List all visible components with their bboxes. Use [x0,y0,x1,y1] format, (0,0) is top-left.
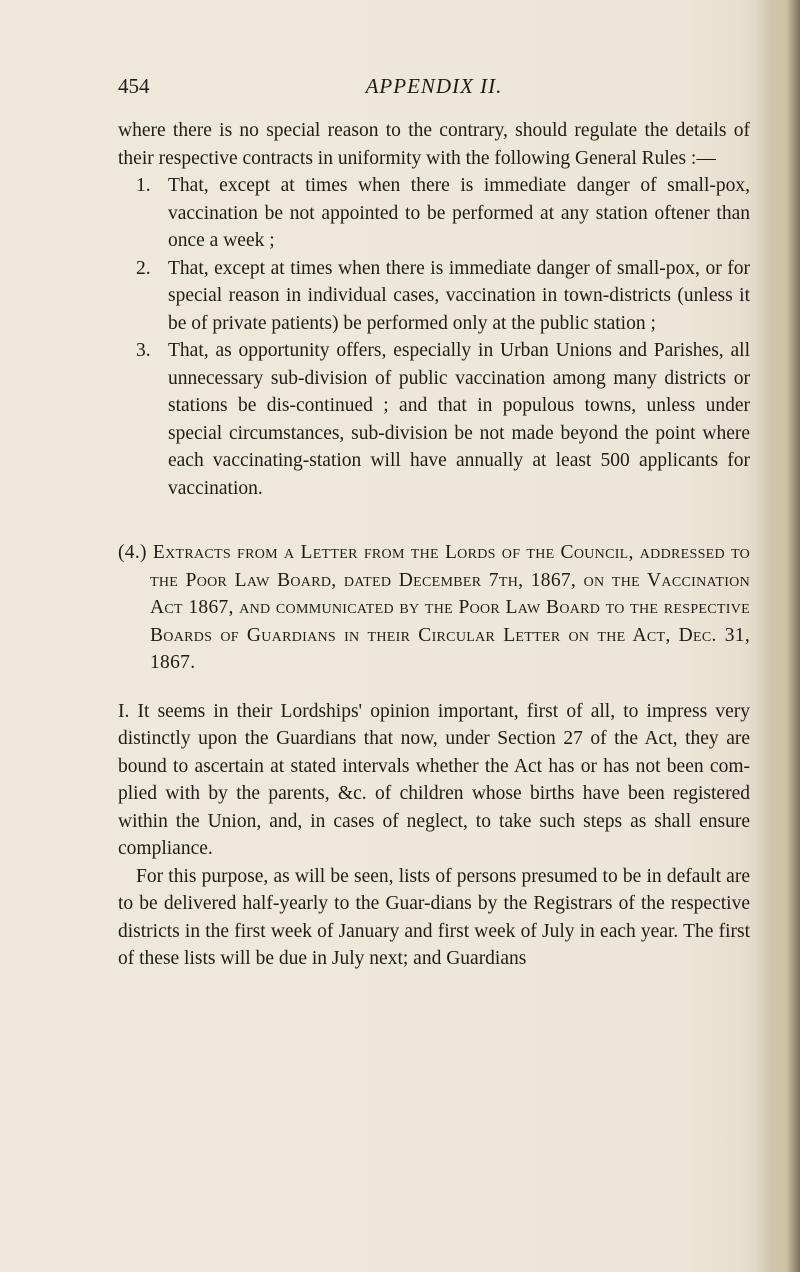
rule-item-3 [118,337,750,502]
rule-text: That, as opportunity offers, especially in Urban Unions and Parishes, all unnecessary sub-division of public vaccination among many districts or stations be dis-continued ; and that in populous towns, unless under special circumstances, sub-division be not made beyond the point where each vaccinating-station will have annually at least 500 applicants for vaccination. [168,340,750,499]
body-text [118,117,750,973]
page-number: 454 [118,74,150,98]
running-head: APPENDIX II. [365,74,503,98]
rule-text: That, except at times when there is immediate danger of small-pox, vaccination be not appointed to be performed at any station oftener than once a week ; [168,175,750,251]
intro-paragraph: where there is no special reason to the contrary, should regulate the details of their respective contracts in uniformity with the following General Rules :— [118,120,750,169]
rule-item-2 [118,255,750,338]
rule-number: 1. [136,175,151,196]
rule-number: 2. [136,257,151,279]
rule-item-1 [118,172,750,255]
page-header [118,74,750,104]
rule-text: That, except at times when there is immediate danger of small-pox, or for special reason in individual cases, vaccination in town-districts (unless it be of private patients) be performed only at the public station ; [168,257,750,334]
rule-number: 3. [136,340,151,361]
paragraph-2: For this purpose, as will be seen, lists of persons presumed to be in default are to be delivered half-yearly to the Guar-dians by the Registrars of the respective districts in the first week of January and first week of July in each year. The first of these lists will be due in July next; and Guardians [118,865,750,969]
extract-heading: (4.) Extracts from a Letter from the Lords of the Council, addressed to the Poor Law Board, dated December 7th, 1867, on the Vaccination Act 1867, and communicated by the Poor Law Board to the respective Boards of Guardians in their Circular Letter on the Act, Dec. 31, 1867. [118,542,750,673]
page-edge-shadow [754,0,800,1272]
paragraph-1: I. It seems in their Lordships' opinion important, first of all, to impress very distinctly upon the Guardians that now, under Section 27 of the Act, they are bound to ascertain at stated intervals whether the Act has or has not been com-plied with by the parents, &c. of children whose births have been registered within the Union, and, in cases of neglect, to take such steps as shall ensure compliance. [118,700,750,859]
